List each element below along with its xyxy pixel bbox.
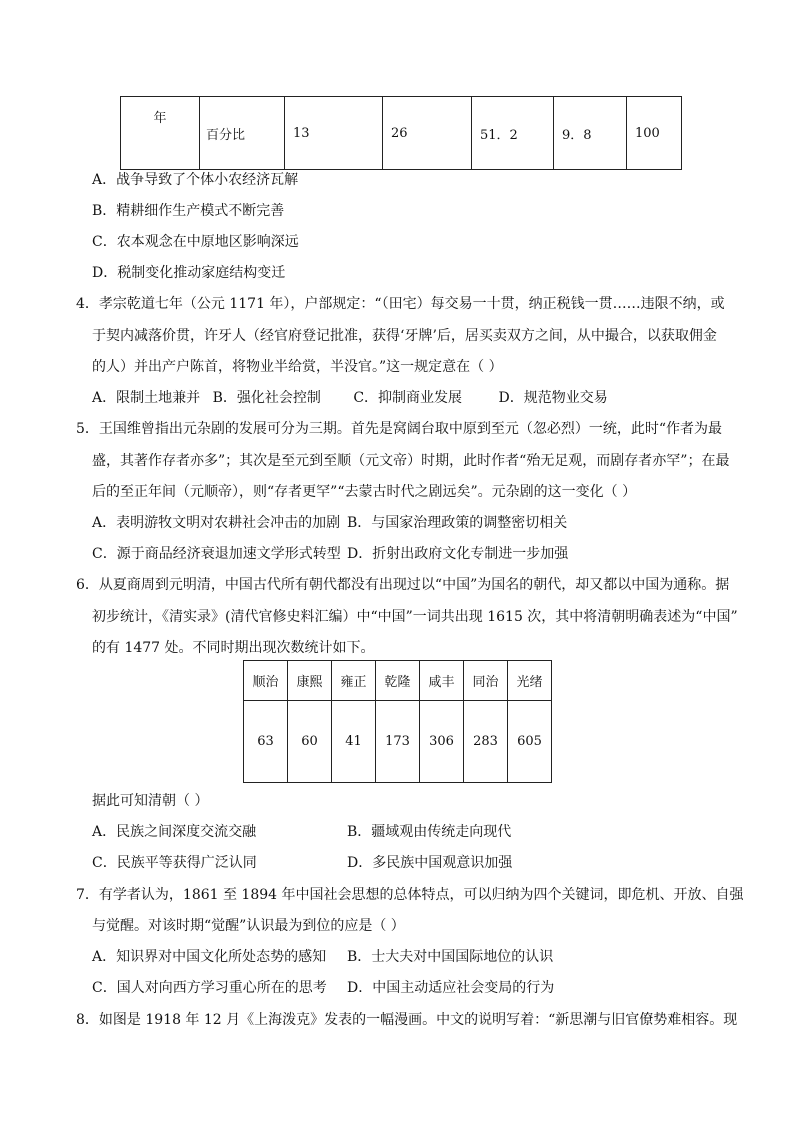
option-c: C．民族平等获得广泛认同: [92, 855, 257, 871]
question-6-stem: 的有 1477 处。不同时期出现次数统计如下。: [92, 640, 375, 656]
table-row: [244, 701, 552, 783]
option-b: B．与国家治理政策的调整密切相关: [347, 515, 568, 531]
question-6-prompt: 据此可知清朝（ ）: [92, 793, 209, 809]
table-header-cell: 同治: [464, 661, 508, 701]
option-a: A．限制土地兼并: [92, 390, 201, 406]
table-cell: 63: [244, 701, 288, 783]
table-cell: 283: [464, 701, 508, 783]
table-header-cell: 雍正: [332, 661, 376, 701]
question-5-stem: 后的至正年间（元顺帝），则“存者更罕”“去蒙古时代之剧远矣”。元杂剧的这一变化（ ）: [92, 484, 637, 500]
option-a: A．战争导致了个体小农经济瓦解: [92, 172, 299, 188]
question-4-stem: 的人）并出产户陈首，将物业半给赏，半没官。”这一规定意在（ ）: [92, 359, 503, 375]
question-5-stem: 5．王国维曾指出元杂剧的发展可分为三期。首先是窝阔台取中原到至元（忽必烈）一统，此时“作者为最: [76, 421, 723, 437]
question-8-stem: 8．如图是 1918 年 12 月《上海泼克》发表的一幅漫画。中文的说明写着：“新思潮与旧官僚势难相容。现: [76, 1012, 738, 1028]
table-header-cell: 顺治: [244, 661, 288, 701]
option-a: A．表明游牧文明对农耕社会冲击的加剧: [92, 515, 341, 531]
question-6-stem: 6．从夏商周到元明清，中国古代所有朝代都没有出现过以“中国”为国名的朝代，却又都以中国为通称。据: [76, 577, 730, 593]
table-header-cell: 咸丰: [420, 661, 464, 701]
option-d: D．税制变化推动家庭结构变迁: [92, 265, 286, 281]
option-d: D．折射出政府文化专制进一步加强: [347, 546, 569, 562]
question-4-stem: 4．孝宗乾道七年（公元 1171 年），户部规定：“（田宅）每交易一十贯，纳正税钱一贯……违限不纳，或: [76, 296, 725, 312]
option-a: A．民族之间深度交流交融: [92, 824, 257, 840]
option-b: B．强化社会控制: [212, 390, 321, 406]
option-c: C．抑制商业发展: [353, 390, 463, 406]
option-d: D．规范物业交易: [498, 390, 608, 406]
percentage-table: [120, 96, 682, 170]
table-cell: 9．8: [554, 97, 627, 170]
table-cell: 13: [285, 97, 383, 170]
question-4-stem: 于契内减落价贯，许牙人（经官府登记批准，获得‘牙牌’后，居买卖双方之间，从中撮合，以获取佣金: [92, 328, 717, 344]
table-cell: 605: [508, 701, 552, 783]
option-b: B．疆域观由传统走向现代: [347, 824, 512, 840]
table-header-cell: 乾隆: [376, 661, 420, 701]
option-c: C．农本观念在中原地区影响深远: [92, 234, 299, 250]
option-d: D．中国主动适应社会变局的行为: [347, 980, 555, 996]
table-cell: 41: [332, 701, 376, 783]
table-header-row: [244, 661, 552, 701]
table-header-cell: 光绪: [508, 661, 552, 701]
question-7-stem: 7．有学者认为，1861 至 1894 年中国社会思想的总体特点，可以归纳为四个关键词，即危机、开放、自强: [76, 887, 744, 903]
question-5-stem: 盛，其著作存者亦多”；其次是至元到至顺（元文帝）时期，此时作者“殆无足观，而剧存者亦罕”；在最: [92, 453, 730, 469]
table-cell: 51．2: [472, 97, 554, 170]
table-cell: 26: [383, 97, 472, 170]
year-cell: 年: [121, 97, 200, 170]
option-b: B．士大夫对中国国际地位的认识: [347, 949, 554, 965]
option-c: C．国人对向西方学习重心所在的思考: [92, 980, 327, 996]
option-d: D．多民族中国观意识加强: [347, 855, 513, 871]
percentage-label-cell: 百分比: [200, 97, 285, 170]
option-b: B．精耕细作生产模式不断完善: [92, 203, 285, 219]
option-a: A．知识界对中国文化所处态势的感知: [92, 949, 327, 965]
table-header-cell: 康熙: [288, 661, 332, 701]
options-row: [92, 387, 608, 407]
question-7-stem: 与觉醒。对该时期“觉醒”认识最为到位的应是（ ）: [92, 918, 405, 934]
table-row: [121, 97, 682, 170]
options-row: [92, 512, 340, 532]
option-c: C．源于商品经济衰退加速文学形式转型: [92, 546, 341, 562]
table-cell: 306: [420, 701, 464, 783]
question-6-stem: 初步统计，《清实录》(清代官修史料汇编）中“中国”一词共出现 1615 次，其中将清朝明确表述为“中国”: [92, 609, 738, 625]
table-cell: 173: [376, 701, 420, 783]
occurrence-table: [243, 660, 552, 783]
table-cell: 60: [288, 701, 332, 783]
table-cell: 100: [627, 97, 682, 170]
